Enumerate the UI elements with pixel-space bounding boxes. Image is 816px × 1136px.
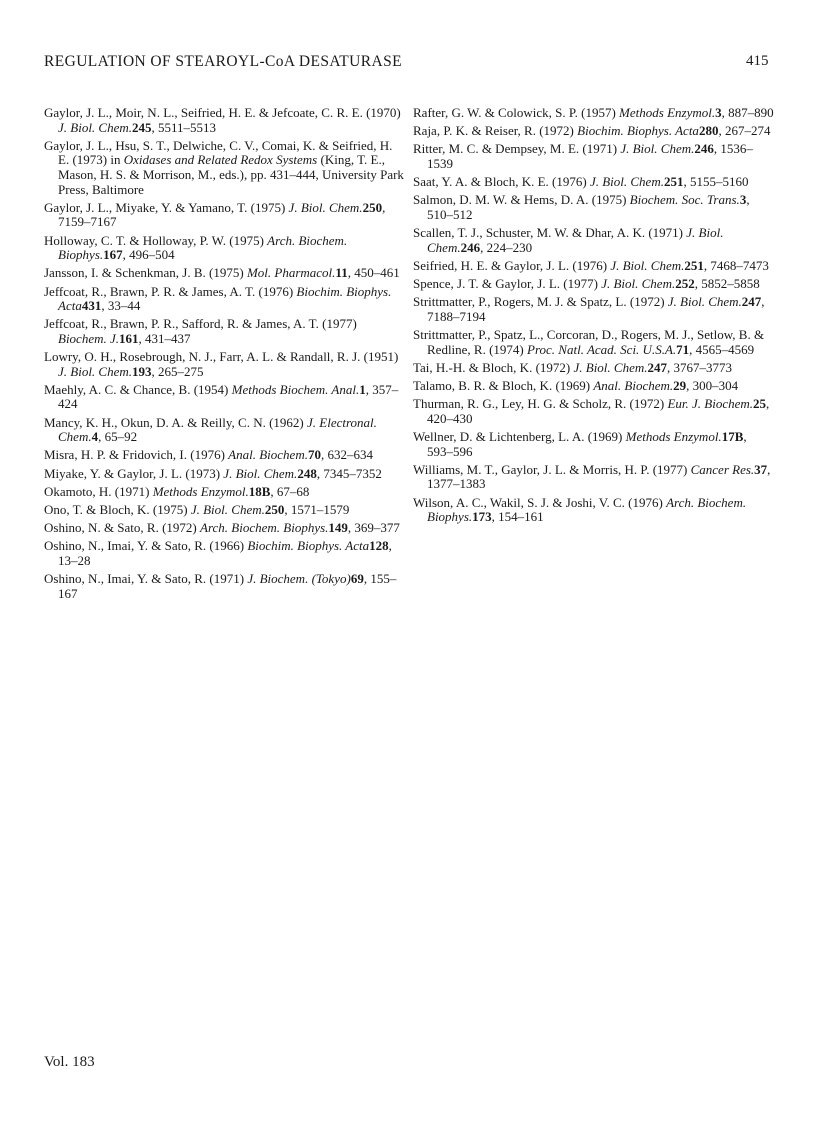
reference-entry: [44, 285, 404, 314]
reference-volume: 1: [359, 381, 366, 397]
reference-volume: 167: [103, 247, 123, 263]
reference-entry: [413, 259, 775, 274]
reference-volume: 161: [119, 330, 139, 346]
reference-entry: [413, 142, 775, 171]
reference-pages: (King, T. E., Mason, H. S. & Morrison, M., eds.), pp. 431–444, University Park Press, Baltimore: [58, 152, 404, 197]
reference-volume: 252: [675, 276, 695, 292]
reference-authors: Raja, P. K. & Reiser, R. (1972): [413, 123, 578, 139]
reference-authors: Jeffcoat, R., Brawn, P. R., Safford, R. & James, A. T. (1977): [44, 316, 357, 332]
reference-entry: [413, 106, 775, 121]
reference-journal: Methods Biochem. Anal.: [231, 381, 360, 397]
reference-authors: Thurman, R. G., Ley, H. G. & Scholz, R. (1972): [413, 396, 668, 412]
reference-entry: [44, 521, 404, 536]
reference-journal: Biochem. Soc. Trans.: [629, 192, 740, 208]
reference-authors: Salmon, D. M. W. & Hems, D. A. (1975): [413, 192, 630, 208]
reference-journal: Cancer Res.: [690, 461, 755, 477]
reference-pages: , 7188–7194: [427, 294, 765, 324]
reference-list-right: [413, 106, 775, 528]
reference-authors: Gaylor, J. L., Hsu, S. T., Delwiche, C. V., Comai, K. & Seifried, H. E. (1973) in: [44, 137, 393, 168]
reference-volume: 193: [132, 363, 152, 379]
reference-journal: J. Biol. Chem.: [610, 257, 685, 273]
reference-pages: , 593–596: [427, 429, 747, 459]
reference-entry: [413, 379, 775, 394]
reference-pages: , 431–437: [138, 330, 191, 346]
reference-pages: , 1571–1579: [284, 501, 350, 517]
running-title: REGULATION OF STEAROYL-CoA DESATURASE: [44, 53, 402, 70]
reference-volume: 11: [335, 265, 348, 281]
reference-pages: , 420–430: [427, 396, 770, 426]
reference-authors: Lowry, O. H., Rosebrough, N. J., Farr, A. L. & Randall, R. J. (1951): [44, 349, 399, 365]
reference-journal: J. Biol. Chem.: [223, 465, 298, 481]
reference-pages: , 7159–7167: [58, 199, 386, 230]
reference-entry: [413, 295, 775, 324]
volume-footer: Vol. 183: [44, 1054, 95, 1070]
reference-volume: 3: [715, 105, 722, 120]
reference-entry: [44, 503, 404, 518]
reference-volume: 251: [663, 174, 684, 190]
reference-journal: J. Electronal. Chem.: [58, 414, 377, 445]
reference-volume: 245: [132, 119, 152, 135]
reference-volume: 37: [754, 461, 768, 477]
reference-pages: , 7468–7473: [703, 257, 769, 273]
reference-journal: Methods Enzymol.: [152, 483, 249, 499]
reference-entry: [44, 106, 404, 135]
reference-volume: 18B: [248, 483, 271, 499]
reference-entry: [413, 430, 775, 459]
reference-journal: J. Biol. Chem.: [58, 119, 133, 135]
reference-authors: Rafter, G. W. & Colowick, S. P. (1957): [413, 105, 620, 120]
reference-journal: Oxidases and Related Redox Systems: [123, 152, 318, 168]
reference-authors: Scallen, T. J., Schuster, M. W. & Dhar, A. K. (1971): [413, 225, 687, 241]
reference-entry: [44, 448, 404, 463]
reference-journal: Eur. J. Biochem.: [667, 396, 753, 412]
reference-journal: Arch. Biochem. Biophys.: [58, 232, 348, 263]
reference-volume: 29: [673, 378, 687, 394]
reference-entry: [44, 539, 404, 568]
reference-authors: Williams, M. T., Gaylor, J. L. & Morris, H. P. (1977): [413, 461, 691, 477]
reference-pages: , 5852–5858: [694, 276, 760, 292]
reference-authors: Maehly, A. C. & Chance, B. (1954): [44, 381, 232, 397]
reference-volume: 248: [297, 465, 317, 481]
reference-journal: Mol. Pharmacol.: [246, 265, 336, 281]
reference-authors: Seifried, H. E. & Gaylor, J. L. (1976): [413, 257, 611, 273]
reference-authors: Miyake, Y. & Gaylor, J. L. (1973): [44, 465, 224, 481]
reference-journal: Methods Enzymol.: [619, 105, 716, 120]
reference-authors: Saat, Y. A. & Bloch, K. E. (1976): [413, 174, 590, 190]
reference-volume: 71: [676, 341, 690, 357]
reference-pages: , 33–44: [101, 298, 141, 314]
reference-entry: [413, 463, 775, 492]
reference-volume: 246: [694, 141, 714, 157]
reference-entry: [44, 317, 404, 346]
reference-pages: , 154–161: [491, 509, 544, 525]
reference-authors: Oshino, N., Imai, Y. & Sato, R. (1966): [44, 538, 248, 554]
reference-authors: Mancy, K. H., Okun, D. A. & Reilly, C. N. (1962): [44, 414, 307, 430]
reference-authors: Strittmatter, P., Spatz, L., Corcoran, D., Rogers, M. J., Setlow, B. & Redline, R. (1974): [413, 327, 765, 357]
reference-authors: Ritter, M. C. & Dempsey, M. E. (1971): [413, 141, 621, 157]
reference-pages: , 67–68: [270, 483, 310, 499]
reference-journal: Methods Enzymol.: [625, 429, 722, 444]
reference-entry: [44, 266, 404, 281]
reference-entry: [413, 328, 775, 357]
reference-entry: [413, 193, 775, 222]
reference-journal: Arch. Biochem. Biophys.: [200, 520, 329, 536]
reference-authors: Okamoto, H. (1971): [44, 483, 153, 499]
reference-journal: J. Biol. Chem.: [190, 501, 265, 517]
reference-journal: Proc. Natl. Acad. Sci. U.S.A.: [527, 341, 677, 357]
reference-journal: J. Biol. Chem.: [620, 141, 695, 157]
reference-entry: [413, 226, 775, 255]
reference-pages: , 1536–1539: [427, 141, 753, 171]
reference-volume: 69: [350, 571, 364, 587]
reference-pages: , 300–304: [686, 378, 739, 394]
reference-authors: Holloway, C. T. & Holloway, P. W. (1975): [44, 232, 268, 248]
reference-pages: , 5511–5513: [151, 119, 217, 135]
reference-entry: [413, 175, 775, 190]
reference-volume: 246: [460, 239, 481, 255]
reference-volume: 25: [753, 396, 766, 412]
reference-pages: , 1377–1383: [427, 461, 771, 492]
reference-pages: , 155–167: [58, 571, 397, 601]
reference-pages: , 887–890: [721, 105, 774, 120]
reference-entry: [44, 572, 404, 601]
reference-authors: Tai, H.-H. & Bloch, K. (1972): [413, 359, 574, 375]
reference-volume: 128: [369, 538, 389, 554]
reference-authors: Gaylor, J. L., Moir, N. L., Seifried, H. E. & Jefcoate, C. R. E. (1970): [44, 105, 401, 120]
reference-volume: 280: [698, 123, 719, 139]
reference-entry: [44, 383, 404, 412]
reference-pages: , 65–92: [98, 429, 138, 445]
reference-journal: Anal. Biochem.: [228, 447, 308, 463]
reference-pages: , 496–504: [122, 247, 175, 263]
reference-volume: 4: [91, 429, 99, 445]
reference-journal: Biochim. Biophys. Acta: [577, 123, 699, 139]
reference-pages: , 7345–7352: [316, 465, 382, 481]
reference-pages: , 369–377: [347, 520, 400, 536]
reference-entry: [44, 234, 404, 263]
reference-volume: 149: [328, 520, 348, 536]
reference-volume: 250: [362, 199, 383, 215]
reference-entry: [44, 416, 404, 445]
reference-authors: Strittmatter, P., Rogers, M. J. & Spatz, L. (1972): [413, 294, 668, 310]
reference-pages: , 3767–3773: [667, 359, 732, 375]
reference-journal: Biochim. Biophys. Acta: [247, 538, 370, 554]
reference-authors: Jeffcoat, R., Brawn, P. R. & James, A. T. (1976): [44, 283, 297, 299]
reference-journal: Arch. Biochem. Biophys.: [427, 494, 747, 525]
reference-authors: Talamo, B. R. & Bloch, K. (1969): [413, 378, 594, 394]
reference-authors: Misra, H. P. & Fridovich, I. (1976): [44, 447, 229, 463]
reference-entry: [44, 139, 404, 197]
reference-journal: J. Biol. Chem.: [589, 174, 664, 190]
reference-journal: Biochim. Biophys. Acta: [58, 283, 392, 314]
reference-journal: J. Biol. Chem.: [601, 276, 676, 292]
reference-journal: J. Biol. Chem.: [667, 294, 742, 310]
reference-authors: Gaylor, J. L., Miyake, Y. & Yamano, T. (1975): [44, 199, 289, 215]
reference-list-left: [44, 106, 404, 605]
reference-journal: J. Biol. Chem.: [573, 359, 648, 375]
reference-pages: , 5155–5160: [683, 174, 749, 190]
reference-entry: [413, 124, 775, 139]
reference-journal: J. Biol. Chem.: [288, 199, 363, 215]
reference-volume: 431: [81, 298, 102, 314]
reference-journal: J. Biol. Chem.: [58, 363, 133, 379]
reference-volume: 3: [739, 192, 747, 208]
reference-authors: Wilson, A. C., Wakil, S. J. & Joshi, V. C. (1976): [413, 494, 667, 510]
reference-entry: [413, 277, 775, 292]
reference-authors: Spence, J. T. & Gaylor, J. L. (1977): [413, 276, 602, 292]
reference-entry: [44, 201, 404, 230]
reference-volume: 247: [647, 359, 667, 375]
reference-journal: Anal. Biochem.: [593, 378, 674, 394]
reference-authors: Oshino, N., Imai, Y. & Sato, R. (1971): [44, 571, 248, 587]
reference-pages: , 510–512: [427, 192, 750, 222]
reference-volume: 250: [264, 501, 285, 517]
reference-entry: [413, 397, 775, 426]
reference-pages: , 267–274: [718, 123, 771, 139]
reference-authors: Wellner, D. & Lichtenberg, L. A. (1969): [413, 429, 626, 444]
reference-entry: [44, 350, 404, 379]
reference-pages: , 357–424: [58, 381, 399, 412]
reference-volume: 70: [307, 447, 321, 463]
reference-journal: Biochem. J.: [58, 330, 120, 346]
reference-volume: 251: [684, 257, 704, 273]
reference-volume: 17B: [721, 429, 744, 444]
reference-pages: , 632–634: [320, 447, 373, 463]
reference-authors: Oshino, N. & Sato, R. (1972): [44, 520, 200, 536]
reference-entry: [413, 496, 775, 525]
reference-journal: J. Biol. Chem.: [427, 225, 724, 255]
reference-volume: 247: [741, 294, 762, 310]
reference-entry: [413, 361, 775, 376]
reference-authors: Ono, T. & Bloch, K. (1975): [44, 501, 191, 517]
page-number: 415: [746, 53, 769, 69]
reference-pages: , 265–275: [151, 363, 204, 379]
reference-journal: J. Biochem. (Tokyo): [247, 571, 351, 587]
reference-entry: [44, 485, 404, 500]
reference-pages: , 13–28: [58, 538, 392, 568]
reference-pages: , 4565–4569: [689, 341, 755, 357]
reference-pages: , 224–230: [480, 239, 533, 255]
reference-volume: 173: [472, 509, 492, 525]
reference-pages: , 450–461: [347, 265, 400, 281]
reference-authors: Jansson, I. & Schenkman, J. B. (1975): [44, 265, 247, 281]
reference-entry: [44, 467, 404, 482]
